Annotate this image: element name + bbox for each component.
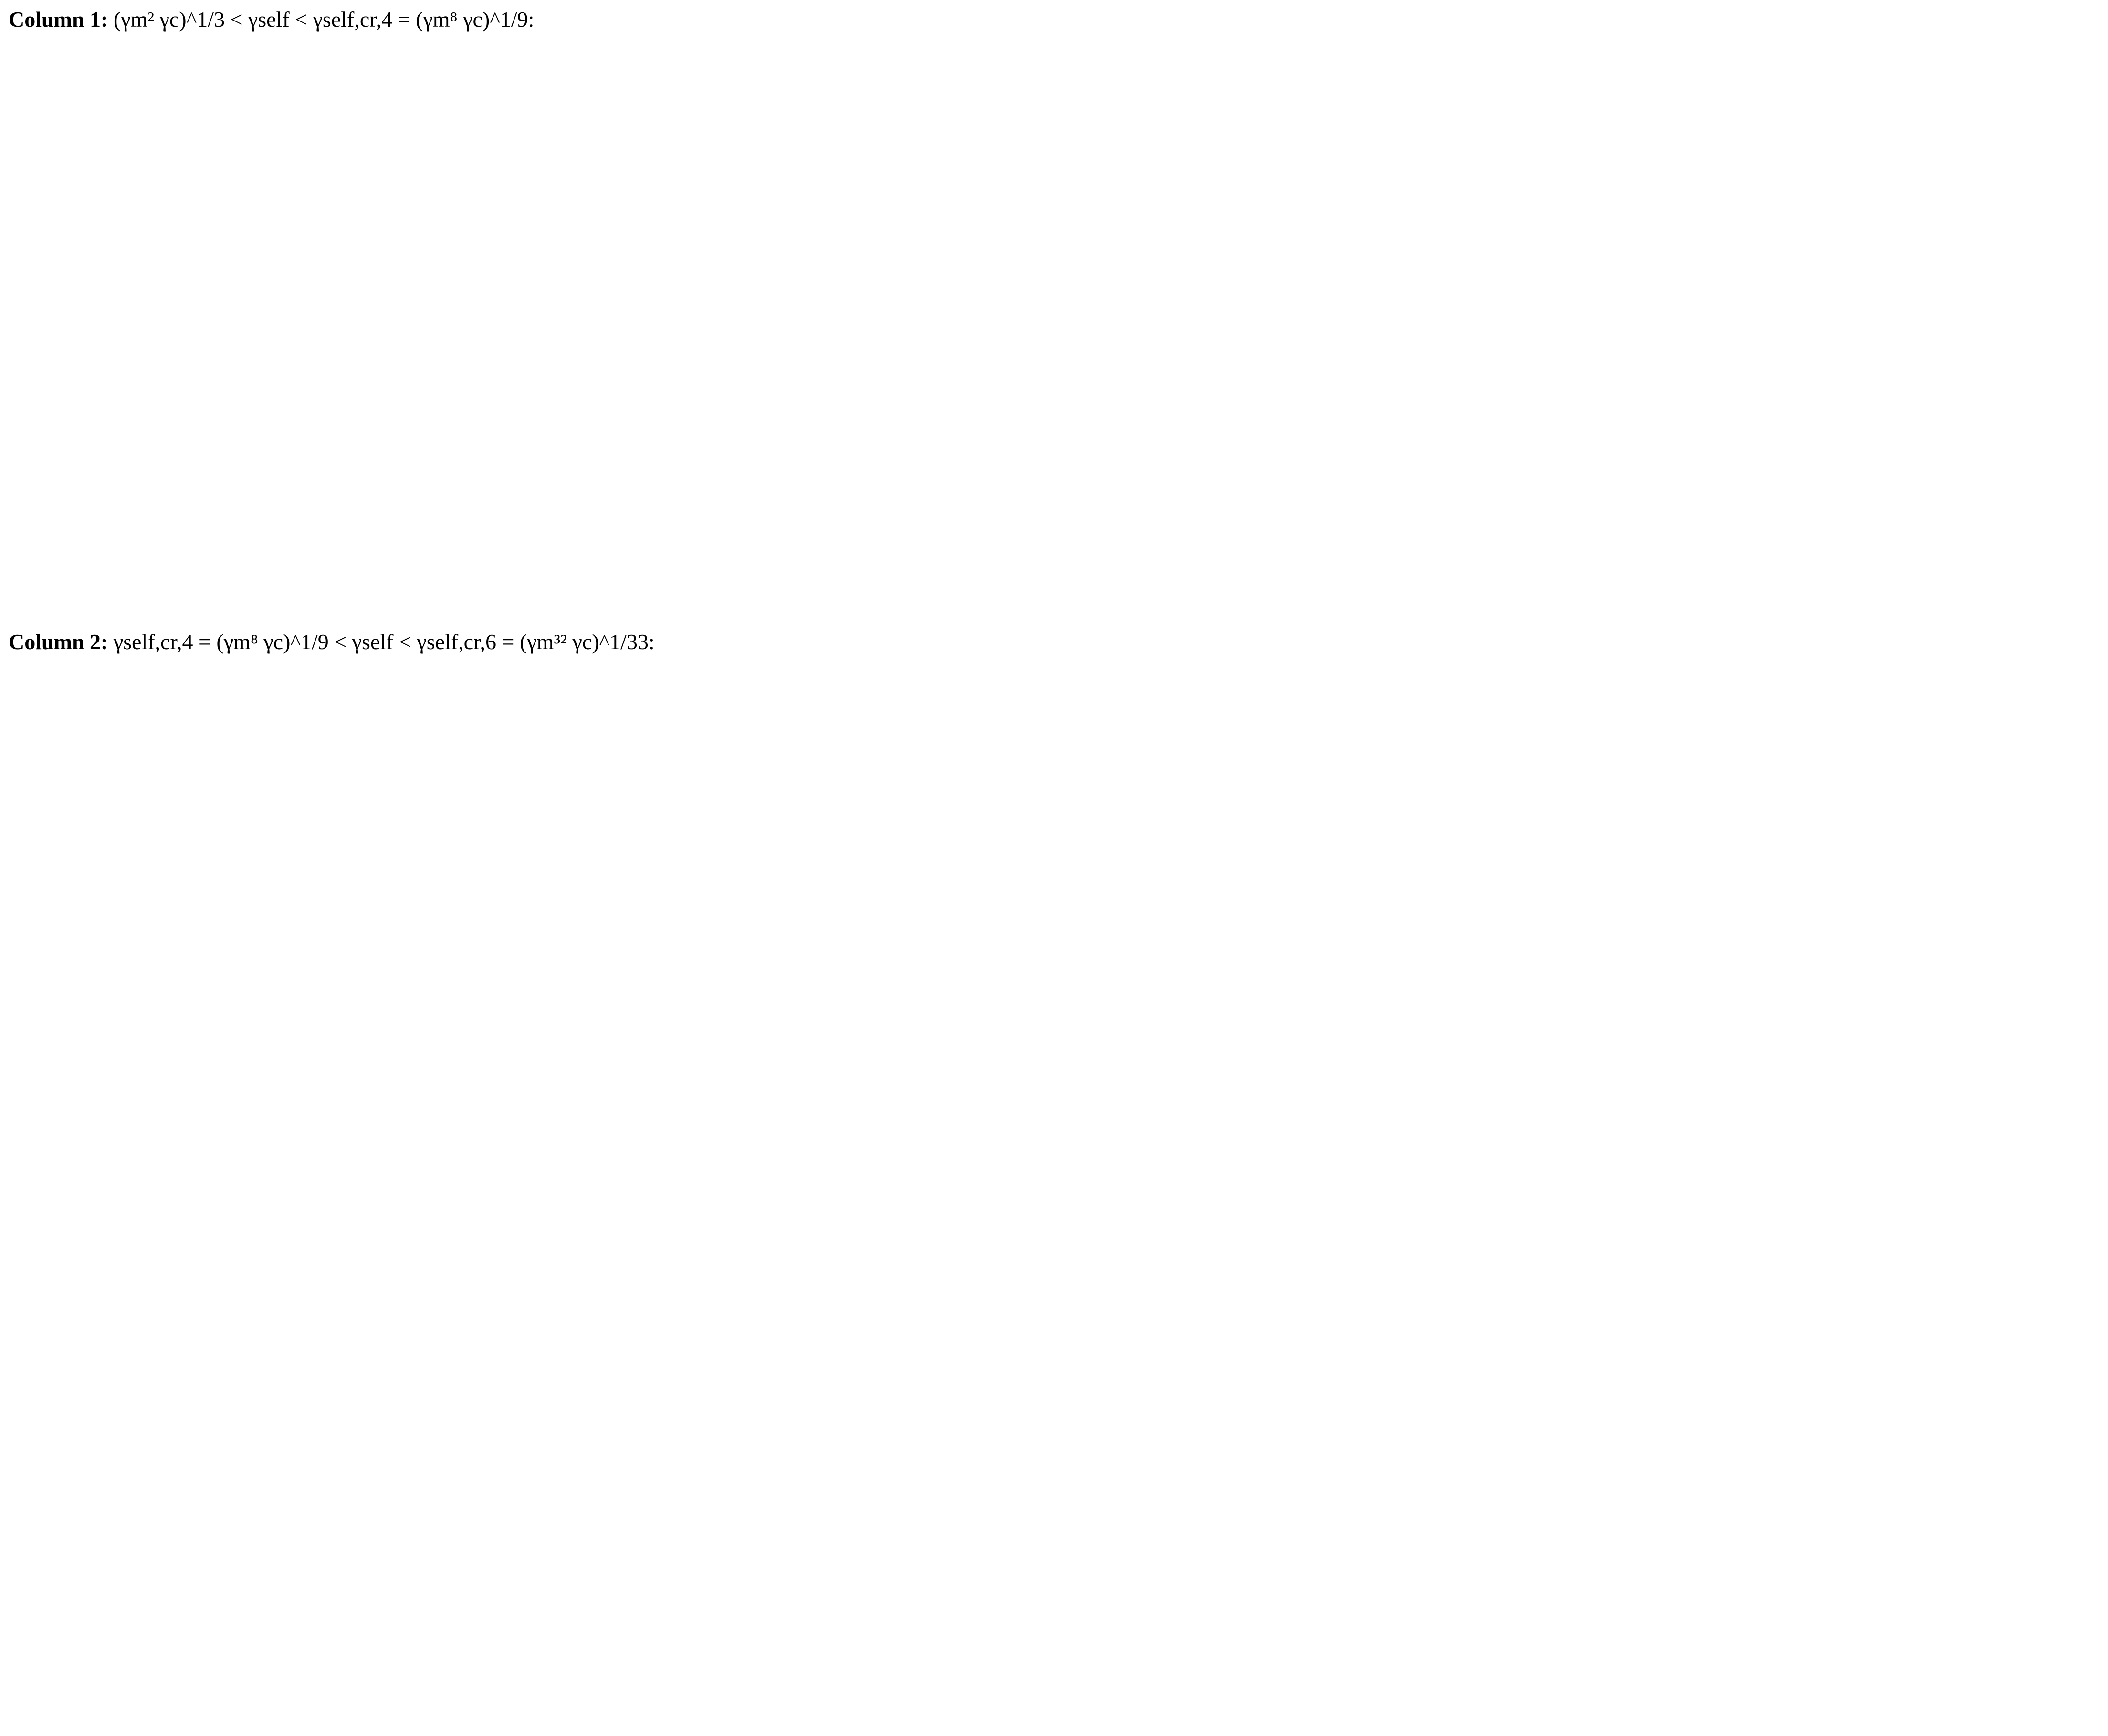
column2-title: Column 2:	[9, 630, 108, 654]
column2-heading	[9, 629, 655, 654]
column2-condition: γself,cr,4 = (γm⁸ γc)^1/9 < γself < γself,cr,6 = (γm³² γc)^1/33:	[113, 630, 655, 654]
column1-title: Column 1:	[9, 7, 108, 32]
column1-condition: (γm² γc)^1/3 < γself < γself,cr,4 = (γm⁸ γc)^1/9:	[113, 7, 535, 32]
column1-heading	[9, 7, 534, 32]
